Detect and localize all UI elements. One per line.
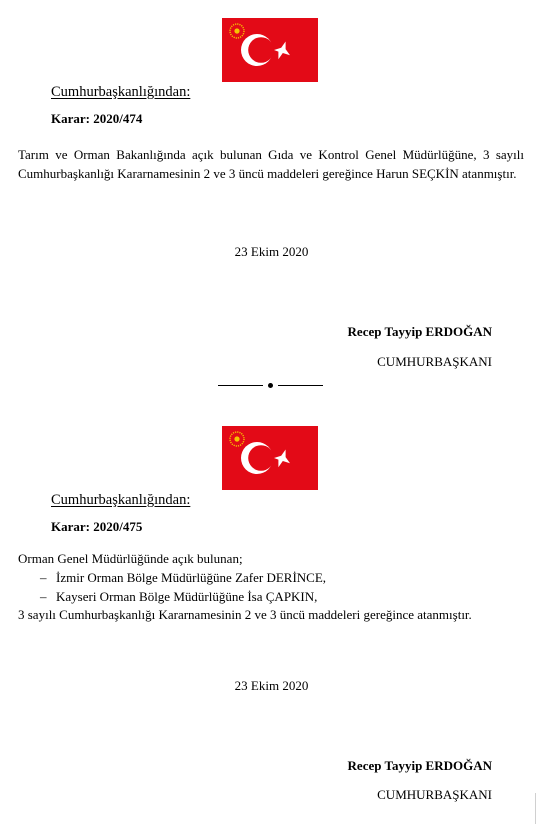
list-item-text: İzmir Orman Bölge Müdürlüğüne Zafer DERİNCE,: [56, 570, 327, 585]
flag-crescent-star-icon: [222, 18, 318, 82]
list-item-text: Kayseri Orman Bölge Müdürlüğüne İsa ÇAPKIN,: [56, 589, 318, 604]
decision-date: 23 Ekim 2020: [234, 678, 309, 693]
section-divider: [218, 376, 324, 390]
decision-number: Karar: 2020/475: [51, 519, 143, 534]
signer-name: Recep Tayyip ERDOĞAN: [347, 758, 492, 773]
flag-crescent-star-icon: [222, 426, 318, 490]
department-heading: Cumhurbaşkanlığından:: [51, 492, 191, 508]
divider-line-left: [218, 385, 263, 386]
decision-number: Karar: 2020/474: [51, 111, 143, 126]
signer-title: CUMHURBAŞKANI: [377, 787, 492, 802]
decision-date: 23 Ekim 2020: [234, 244, 309, 259]
decision-body: Tarım ve Orman Bakanlığında açık bulunan Gıda ve Kontrol Genel Müdürlüğüne, 3 sayılı Cumhurbaşkanlığı Kararnamesinin 2 ve 3 üncü maddeleri gereğince Harun SEÇKİN atanmıştır.: [18, 147, 524, 181]
turkish-flag-emblem-icon: [222, 18, 318, 82]
page-edge-line: [535, 793, 536, 824]
list-item: [40, 568, 326, 587]
department-heading: Cumhurbaşkanlığından:: [51, 84, 191, 100]
decision-intro: Orman Genel Müdürlüğünde açık bulunan;: [18, 551, 243, 566]
divider-line-right: [278, 385, 323, 386]
signer-title: CUMHURBAŞKANI: [377, 354, 492, 369]
list-dash: –: [40, 589, 47, 604]
list-item: [40, 587, 326, 606]
appointment-list: [40, 568, 326, 606]
decision-outro: 3 sayılı Cumhurbaşkanlığı Kararnamesinin 2 ve 3 üncü maddeleri gereğince atanmıştır.: [18, 607, 472, 622]
divider-dot: [268, 383, 273, 388]
list-dash: –: [40, 570, 47, 585]
turkish-flag-emblem-icon: [222, 426, 318, 490]
signer-name: Recep Tayyip ERDOĞAN: [347, 324, 492, 339]
